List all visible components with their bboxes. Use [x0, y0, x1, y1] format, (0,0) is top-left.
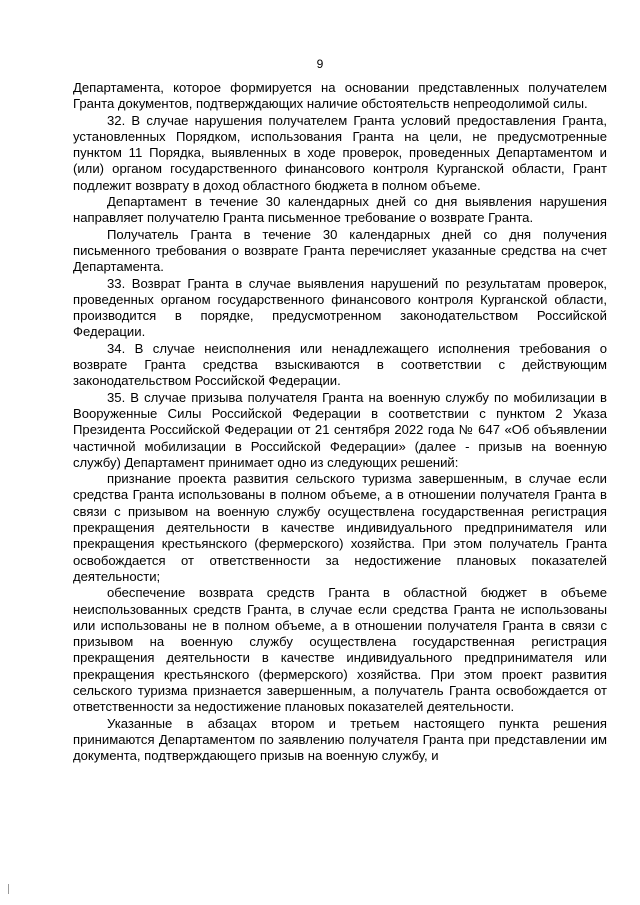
paragraph-continuation: Департамента, которое формируется на основании представленных получателем Гранта документов, подтверждающих наличие обстоятельств непреодолимой силы. [73, 80, 607, 112]
paragraph-notice-deadline: Департамент в течение 30 календарных дней со дня выявления нарушения направляет получателю Гранта письменное требование о возврате Гранта. [73, 194, 607, 226]
paragraph-clause-35: 35. В случае призыва получателя Гранта на военную службу по мобилизации в Вооруженные Силы Российской Федерации в соответствии с пунктом 2 Указа Президента Российской Федерации от 21 сентября 2022 года № 647 «Об объявлении частичной мобилизации в Российской Федерации» (далее - призыв на военную службу) Департамент принимает одно из следующих решений: [73, 389, 607, 470]
paragraph-clause-33: 33. Возврат Гранта в случае выявления нарушений по результатам проверок, проведенных органом государственного финансового контроля Курганской области, производится в порядке, предусмотренном законодательством Российской Федерации. [73, 275, 607, 340]
page-number: 9 [316, 57, 324, 71]
paragraph-refund-deadline: Получатель Гранта в течение 30 календарных дней со дня получения письменного требования о возврате Гранта перечисляет указанные средства на счет Департамента. [73, 226, 607, 275]
paragraph-decision-refund: обеспечение возврата средств Гранта в областной бюджет в объеме неиспользованных средств Гранта, в случае если средства Гранта не использованы или использованы не в полном объеме, а в отношении получателя Гранта в связи с призывом на военную службу осуществлена государственная регистрация прекращения деятельности в качестве индивидуального предпринимателя или прекращения крестьянского (фермерского) хозяйства. При этом проект развития сельского туризма признается завершенным, а получатель Гранта освобождается от ответственности за недостижение плановых показателей деятельности. [73, 585, 607, 715]
scan-margin-mark [8, 884, 9, 894]
paragraph-decision-basis: Указанные в абзацах втором и третьем настоящего пункта решения принимаются Департаментом по заявлению получателя Гранта при представлении им документа, подтверждающего призыв на военную службу, и [73, 715, 607, 764]
paragraph-decision-completed: признание проекта развития сельского туризма завершенным, в случае если средства Гранта использованы в полном объеме, а в отношении получателя Гранта в связи с призывом на военную службу осуществлена государственная регистрация прекращения деятельности в качестве индивидуального предпринимателя или прекращения крестьянского (фермерского) хозяйства. При этом получатель Гранта освобождается от ответственности за недостижение плановых показателей деятельности; [73, 471, 607, 584]
document-body [73, 80, 607, 764]
paragraph-clause-34: 34. В случае неисполнения или ненадлежащего исполнения требования о возврате Гранта средства взыскиваются в соответствии с действующим законодательством Российской Федерации. [73, 340, 607, 389]
paragraph-clause-32: 32. В случае нарушения получателем Гранта условий предоставления Гранта, установленных Порядком, использования Гранта на цели, не предусмотренные пунктом 11 Порядка, выявленных в ходе проверок, проведенных Департаментом и (или) органом государственного финансового контроля Курганской области, Грант подлежит возврату в доход областного бюджета в полном объеме. [73, 112, 607, 193]
